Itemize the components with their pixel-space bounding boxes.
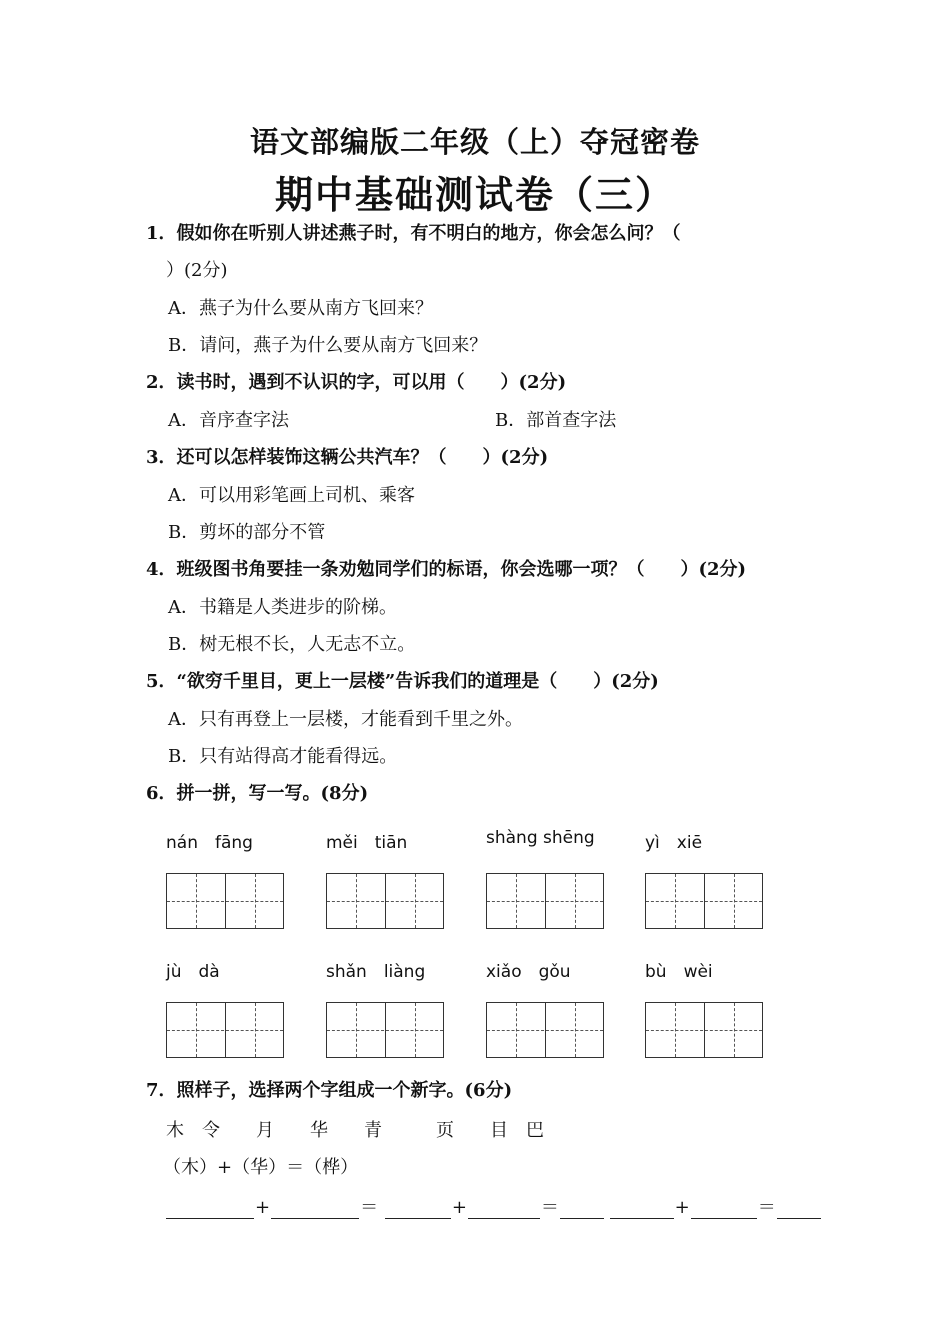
- writing-grid-5[interactable]: [166, 1002, 284, 1058]
- exam-title: 语文部编版二年级（上）夺冠密卷: [249, 125, 700, 159]
- question-7-stem: 7．照样子，选择两个字组成一个新字。(6分): [146, 1080, 513, 1101]
- question-5-stem: 5．“欲穷千里目，更上一层楼”告诉我们的道理是（ ）(2分): [146, 671, 659, 692]
- pinyin-4: yì xiē: [645, 833, 703, 853]
- question-1-stem-cont: ）(2分): [166, 260, 228, 281]
- writing-grid-1[interactable]: [166, 873, 284, 929]
- answer-blank-7[interactable]: [691, 1198, 757, 1219]
- character-choices: 木 令 月 华 青 页 目 巴: [166, 1120, 544, 1141]
- answer-blank-3[interactable]: [385, 1198, 451, 1219]
- answer-blank-2[interactable]: [271, 1198, 359, 1219]
- answer-blank-5[interactable]: [560, 1198, 604, 1219]
- answer-blank-4[interactable]: [468, 1198, 540, 1219]
- answer-blank-6[interactable]: [610, 1198, 674, 1219]
- example-equation: （木）+（华）＝（桦）: [163, 1157, 359, 1178]
- writing-grid-2[interactable]: [326, 873, 444, 929]
- plus-sign: +: [255, 1197, 271, 1218]
- pinyin-7: xiǎo gǒu: [486, 962, 571, 982]
- answer-blank-1[interactable]: [166, 1198, 254, 1219]
- plus-sign: +: [674, 1197, 690, 1218]
- answer-blank-8[interactable]: [777, 1198, 821, 1219]
- question-4-option-a: A．书籍是人类进步的阶梯。: [168, 597, 397, 618]
- question-5-option-a: A．只有再登上一层楼，才能看到千里之外。: [168, 709, 523, 730]
- question-1-stem: 1．假如你在听别人讲述燕子时，有不明白的地方，你会怎么问？（: [146, 223, 681, 244]
- exam-subtitle: 期中基础测试卷（三）: [274, 172, 675, 217]
- pinyin-3: shàng shēng: [486, 828, 595, 848]
- pinyin-1: nán fāng: [166, 833, 253, 853]
- equals-sign: ＝: [360, 1197, 379, 1218]
- equals-sign: ＝: [757, 1197, 776, 1218]
- writing-grid-6[interactable]: [326, 1002, 444, 1058]
- question-3-option-b: B．剪坏的部分不管: [168, 522, 326, 543]
- answer-row: [166, 1193, 821, 1219]
- writing-grid-3[interactable]: [486, 873, 604, 929]
- pinyin-8: bù wèi: [645, 962, 713, 982]
- plus-sign: +: [451, 1197, 467, 1218]
- writing-grid-4[interactable]: [645, 873, 763, 929]
- question-5-option-b: B．只有站得高才能看得远。: [168, 746, 398, 767]
- equals-sign: ＝: [540, 1197, 559, 1218]
- question-4-stem: 4．班级图书角要挂一条劝勉同学们的标语，你会选哪一项？（ ）(2分): [146, 559, 747, 580]
- question-4-option-b: B．树无根不长，人无志不立。: [168, 634, 416, 655]
- writing-grid-8[interactable]: [645, 1002, 763, 1058]
- question-1-option-b: B．请问，燕子为什么要从南方飞回来？: [168, 335, 488, 356]
- writing-grid-7[interactable]: [486, 1002, 604, 1058]
- pinyin-6: shǎn liàng: [326, 962, 426, 982]
- question-2-stem: 2．读书时，遇到不认识的字，可以用（ ）(2分): [146, 372, 567, 393]
- question-2-option-a: A．音序查字法: [168, 410, 289, 431]
- question-6-stem: 6．拼一拼，写一写。(8分): [146, 783, 369, 804]
- question-3-option-a: A．可以用彩笔画上司机、乘客: [168, 485, 415, 506]
- question-2-option-b: B．部首查字法: [495, 410, 617, 431]
- question-1-option-a: A．燕子为什么要从南方飞回来？: [168, 298, 433, 319]
- pinyin-2: měi tiān: [326, 833, 408, 853]
- question-3-stem: 3．还可以怎样装饰这辆公共汽车？（ ）(2分): [146, 447, 549, 468]
- pinyin-5: jù dà: [166, 962, 220, 982]
